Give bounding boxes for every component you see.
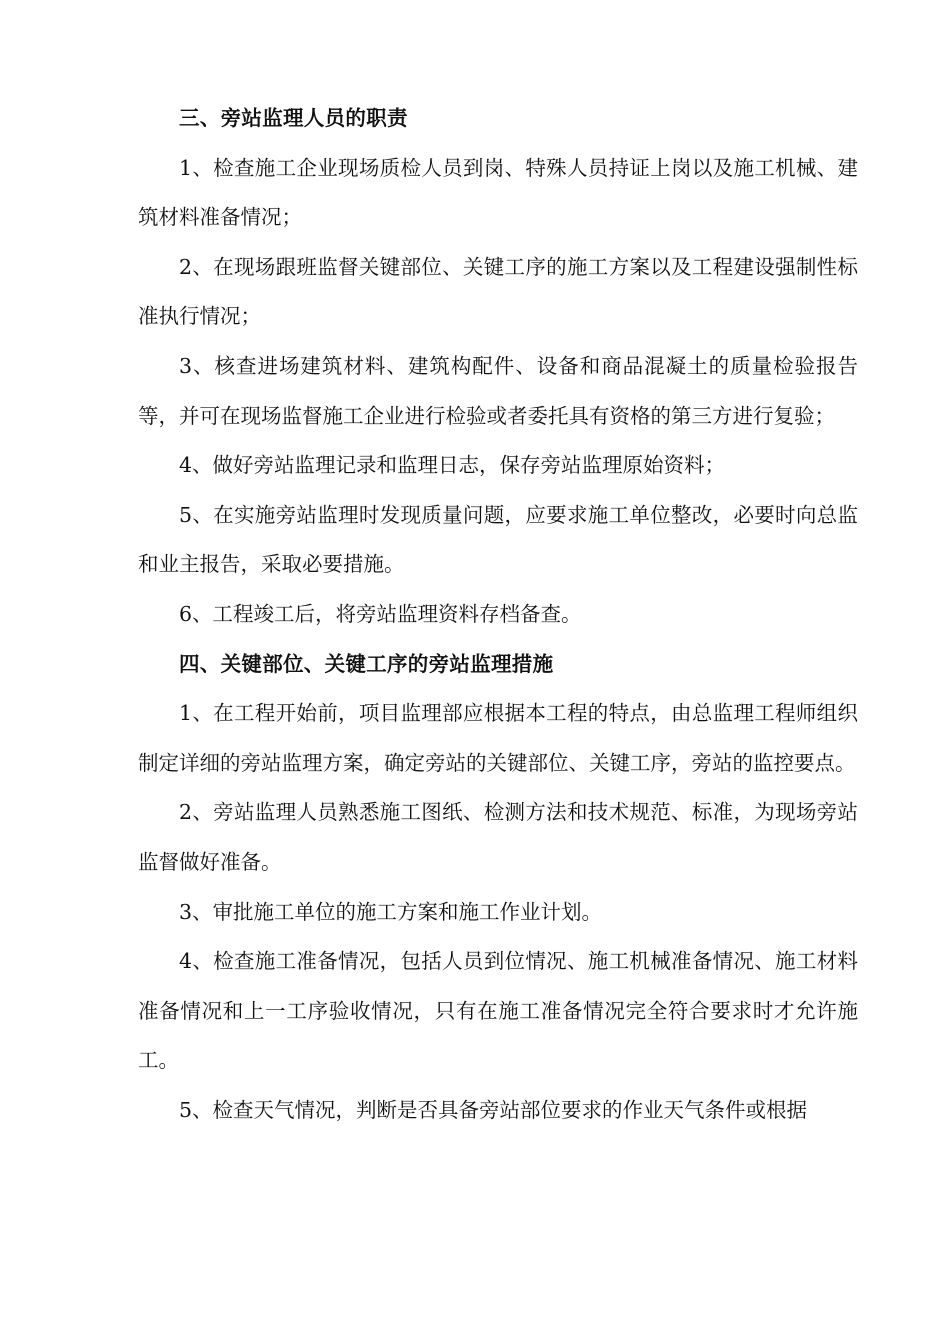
section-4-item-2: 2、旁站监理人员熟悉施工图纸、检测方法和技术规范、标准，为现场旁站监督做好准备。 — [138, 800, 858, 874]
section-4-item-4: 4、检查施工准备情况，包括人员到位情况、施工机械准备情况、施工材料准备情况和上一工序验收情况，只有在施工准备情况完全符合要求时才允许施工。 — [138, 949, 858, 1073]
section-4-heading: 四、关键部位、关键工序的旁站监理措施 — [179, 651, 554, 676]
section-3-item-6: 6、工程竣工后，将旁站监理资料存档备查。 — [179, 601, 582, 626]
section-3-item-2: 2、在现场跟班监督关键部位、关键工序的施工方案以及工程建设强制性标准执行情况； — [138, 254, 858, 329]
section-3-heading: 三、旁站监理人员的职责 — [179, 106, 408, 130]
section-4-item-1: 1、在工程开始前，项目监理部应根据本工程的特点，由总监理工程师组织制定详细的旁站监理方案，确定旁站的关键部位、关键工序，旁站的监控要点。 — [138, 701, 858, 775]
section-3-item-5: 5、在实施旁站监理时发现质量问题，应要求施工单位整改，必要时向总监和业主报告，采取必要措施。 — [138, 502, 858, 577]
document-body — [138, 94, 858, 1135]
section-3-item-3: 3、核查进场建筑材料、建筑构配件、设备和商品混凝土的质量检验报告等，并可在现场监督施工企业进行检验或者委托具有资格的第三方进行复验； — [138, 353, 858, 428]
section-3-item-4: 4、做好旁站监理记录和监理日志，保存旁站监理原始资料； — [179, 453, 726, 478]
section-3-item-1: 1、检查施工企业现场质检人员到岗、特殊人员持证上岗以及施工机械、建筑材料准备情况； — [138, 155, 858, 230]
section-4-item-3: 3、审批施工单位的施工方案和施工作业计划。 — [179, 899, 603, 924]
section-4-item-5: 5、检查天气情况，判断是否具备旁站部位要求的作业天气条件或根据 — [179, 1097, 808, 1122]
